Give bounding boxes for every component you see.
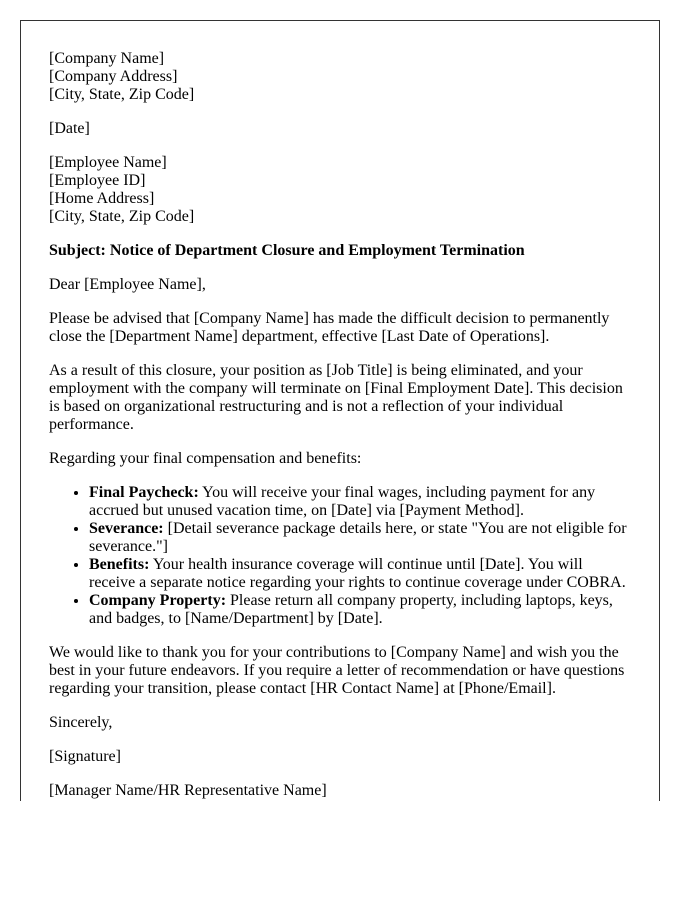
list-item [89, 484, 631, 520]
item-label: Final Paycheck: [89, 484, 199, 501]
paragraph: As a result of this closure, your position as [Job Title] is being eliminated, and your employment with the company will terminate on [Final Employment Date]. This decision is based on organizational restructuring and is not a reflection of your individual performance. [49, 362, 623, 433]
sender-line: [City, State, Zip Code] [49, 86, 195, 103]
list-item [89, 556, 631, 592]
paragraph: We would like to thank you for your contributions to [Company Name] and wish you the best in your future endeavors. If you require a letter of recommendation or have questions regarding your transition, please contact [HR Contact Name] at [Phone/Email]. [49, 644, 625, 697]
recipient-line: [Employee Name] [49, 154, 167, 171]
recipient-line: [City, State, Zip Code] [49, 208, 195, 225]
benefits-list [49, 484, 631, 628]
sender-line: [Company Name] [49, 50, 165, 67]
letter-date: [Date] [49, 120, 90, 137]
sender-address [49, 50, 631, 104]
item-text: Please return all company property, including laptops, keys, and badges, to [Name/Department] by [Date]. [89, 592, 613, 627]
salutation: Dear [Employee Name], [49, 276, 206, 293]
item-label: Benefits: [89, 556, 150, 573]
item-text: Your health insurance coverage will continue until [Date]. You will receive a separate notice regarding your rights to continue coverage under COBRA. [89, 556, 626, 591]
recipient-line: [Home Address] [49, 190, 155, 207]
closing: Sincerely, [49, 714, 113, 731]
item-text: You will receive your final wages, including payment for any accrued but unused vacation time, on [Date] via [Payment Method]. [89, 484, 596, 519]
item-label: Company Property: [89, 592, 227, 609]
subject-text: Subject: Notice of Department Closure and Employment Termination [49, 242, 525, 259]
letter-page [20, 20, 660, 801]
sender-line: [Company Address] [49, 68, 178, 85]
paragraph: Please be advised that [Company Name] has made the difficult decision to permanently close the [Department Name] department, effective [Last Date of Operations]. [49, 310, 610, 345]
signer-name: [Manager Name/HR Representative Name] [49, 782, 327, 799]
subject-line [49, 242, 631, 260]
signature: [Signature] [49, 748, 121, 765]
list-item [89, 520, 631, 556]
item-text: [Detail severance package details here, or state "You are not eligible for severance."] [89, 520, 627, 555]
paragraph: Regarding your final compensation and benefits: [49, 450, 362, 467]
recipient-address [49, 154, 631, 226]
list-item [89, 592, 631, 628]
recipient-line: [Employee ID] [49, 172, 146, 189]
item-label: Severance: [89, 520, 164, 537]
